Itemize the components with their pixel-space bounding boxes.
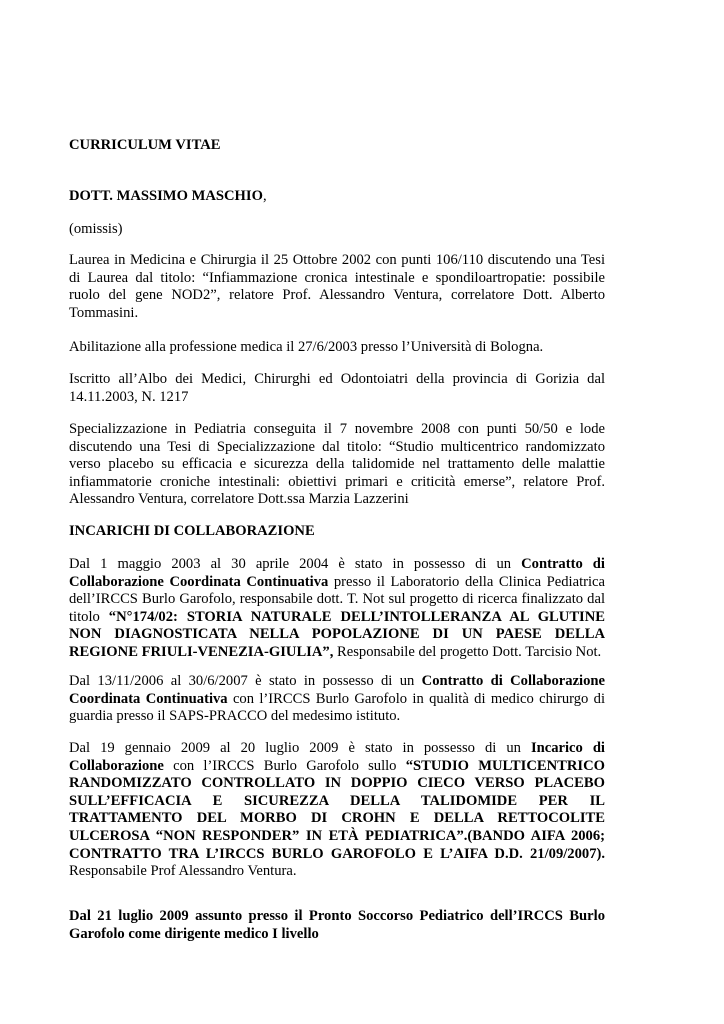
document-title: CURRICULUM VITAE <box>69 137 221 153</box>
albo-paragraph: Iscritto all’Albo dei Medici, Chirurghi ed Odontoiatri della provincia di Gorizia dal 14.11.2003, N. 1217 <box>69 371 605 405</box>
specializzazione-paragraph: Specializzazione in Pediatria conseguita il 7 novembre 2008 con punti 50/50 e lode discutendo una Tesi di Specializzazione dal titolo: “Studio multicentrico randomizzato verso placebo su efficacia e sicurezza della talidomide nel trattamento delle malattie infiammatorie croniche intestinali: obiettivi primari e criticità emerse”, relatore Prof. Alessandro Ventura, correlatore Dott.ssa Marzia Lazzerini <box>69 421 605 508</box>
abilitazione-paragraph: Abilitazione alla professione medica il 27/6/2003 presso l’Università di Bologna. <box>69 339 544 355</box>
incarico-paragraph-2: Dal 13/11/2006 al 30/6/2007 è stato in possesso di un Contratto di Collaborazione Coordinata Continuativa con l’IRCCS Burlo Garofolo in qualità di medico chirurgo di guardia presso il SAPS-PRACCO del medesimo istituto. <box>69 673 606 725</box>
current-position-paragraph: Dal 21 luglio 2009 assunto presso il Pronto Soccorso Pediatrico dell’IRCCS Burlo Garofolo come dirigente medico I livello <box>69 908 605 942</box>
omissis-note: (omissis) <box>69 221 123 237</box>
incarico-paragraph-3: Dal 19 gennaio 2009 al 20 luglio 2009 è stato in possesso di un Incarico di Collaborazione con l’IRCCS Burlo Garofolo sullo “STUDIO MULTICENTRICO RANDOMIZZATO CONTROLLATO IN DOPPIO CIECO VERSO PLACEBO SULL’EFFICACIA E SICUREZZA DELLA TALIDOMIDE PER IL TRATTAMENTO DEL MORBO DI CROHN E DELLA RETTOCOLITE ULCEROSA “NON RESPONDER” IN ETÀ PEDIATRICA”.(BANDO AIFA 2006; CONTRATTO TRA L’IRCCS BURLO GAROFOLO E L’AIFA D.D. 21/09/2007). Responsabile Prof Alessandro Ventura. <box>69 740 605 880</box>
incarico-paragraph-1: Dal 1 maggio 2003 al 30 aprile 2004 è stato in possesso di un Contratto di Collaborazione Coordinata Continuativa presso il Laboratorio della Clinica Pediatrica dell’IRCCS Burlo Garofolo, responsabile dott. T. Not sul progetto di ricerca finalizzato dal titolo “N°174/02: STORIA NATURALE DELL’INTOLLERANZA AL GLUTINE NON DIAGNOSTICATA NELLA POPOLAZIONE DI UN PAESE DELLA REGIONE FRIULI-VENEZIA-GIULIA”, Responsabile del progetto Dott. Tarcisio Not. <box>69 556 606 660</box>
laurea-paragraph: Laurea in Medicina e Chirurgia il 25 Ottobre 2002 con punti 106/110 discutendo una Tesi di Laurea dal titolo: “Infiammazione cronica intestinale e spondiloartropatie: possibile ruolo del gene NOD2”, relatore Prof. Alessandro Ventura, correlatore Dott. Alberto Tommasini. <box>69 252 605 321</box>
person-name: DOTT. MASSIMO MASCHIO, <box>69 188 267 204</box>
incarichi-heading: INCARICHI DI COLLABORAZIONE <box>69 523 315 539</box>
